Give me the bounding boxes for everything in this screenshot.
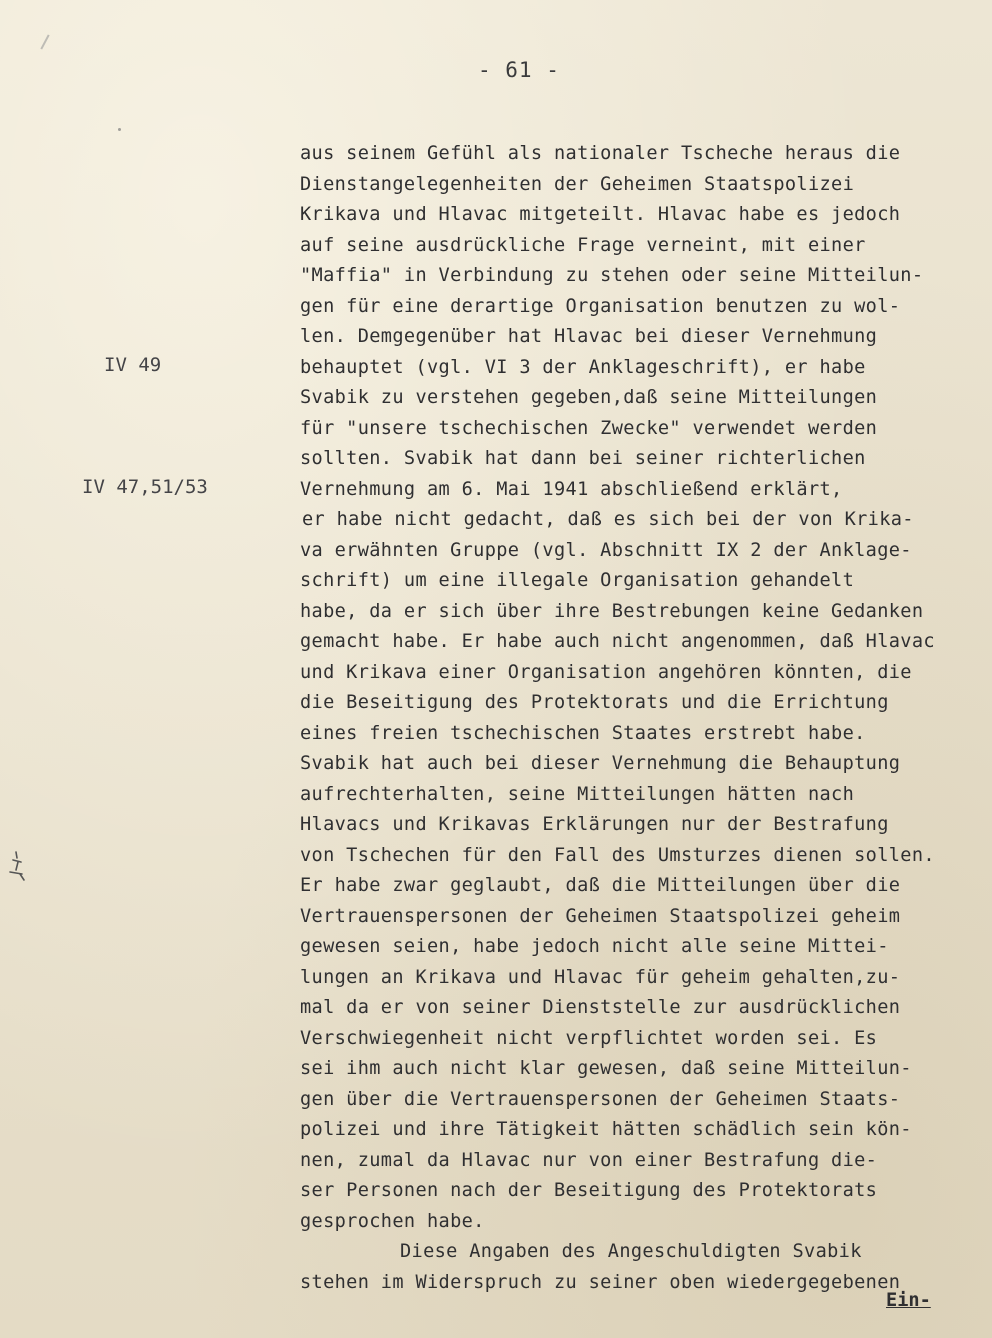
text-line: und Krikava einer Organisation angehören könnten, die	[300, 661, 912, 683]
text-line: gewesen seien, habe jedoch nicht alle seine Mittei-	[300, 936, 889, 957]
text-line: gemacht habe. Er habe auch nicht angenommen, daß Hlavac	[300, 631, 935, 652]
text-line: stehen im Widerspruch zu seiner oben wiedergegebenen	[300, 1271, 901, 1293]
text-line: gen über die Vertrauenspersonen der Geheimen Staats-	[300, 1088, 901, 1110]
text-line: Svabik zu verstehen gegeben,daß seine Mitteilungen	[300, 387, 878, 408]
text-line: nen, zumal da Hlavac nur von einer Bestrafung die-	[300, 1149, 878, 1171]
text-line: habe, da er sich über ihre Bestrebungen keine Gedanken	[300, 600, 924, 622]
page-number: - 61 -	[478, 58, 560, 82]
text-line: sollten. Svabik hat dann bei seiner richterlichen	[300, 448, 866, 469]
text-line: "Maffia" in Verbindung zu stehen oder seine Mitteilun-	[300, 265, 924, 286]
text-line: eines freien tschechischen Staates erstrebt habe.	[300, 722, 866, 744]
body-text	[300, 139, 970, 1298]
text-line: von Tschechen für den Fall des Umsturzes dienen sollen.	[300, 844, 935, 866]
ink-dot-mark	[118, 128, 121, 131]
text-line: len. Demgegenüber hat Hlavac bei dieser Vernehmung	[300, 326, 878, 347]
text-line: Svabik hat auch bei dieser Vernehmung die Behauptung	[300, 753, 901, 774]
margin-reference-iv-47-51-53: IV 47,51/53	[82, 476, 208, 498]
text-line: gesprochen habe.	[300, 1210, 485, 1232]
text-line: lungen an Krikava und Hlavac für geheim gehalten,zu-	[300, 966, 901, 988]
margin-scribble-icon	[4, 850, 30, 884]
text-line: schrift) um eine illegale Organisation gehandelt	[300, 570, 855, 591]
catchword: Ein-	[886, 1290, 931, 1311]
text-line: Dienstangelegenheiten der Geheimen Staatspolizei	[300, 173, 855, 195]
text-line: Vernehmung am 6. Mai 1941 abschließend erklärt,	[300, 478, 843, 500]
text-line: sei ihm auch nicht klar gewesen, daß seine Mitteilun-	[300, 1058, 912, 1079]
text-line: Diese Angaben des Angeschuldigten Svabik	[400, 1241, 862, 1262]
text-line: aus seinem Gefühl als nationaler Tscheche heraus die	[300, 143, 901, 164]
text-line: Krikava und Hlavac mitgeteilt. Hlavac habe es jedoch	[300, 204, 901, 225]
pencil-tick-mark	[40, 34, 49, 49]
text-line: Hlavacs und Krikavas Erklärungen nur der Bestrafung	[300, 814, 889, 835]
text-line: er habe nicht gedacht, daß es sich bei der von Krika-	[302, 509, 914, 530]
text-line: mal da er von seiner Dienststelle zur ausdrücklichen	[300, 997, 901, 1018]
text-line: aufrechterhalten, seine Mitteilungen hätten nach	[300, 783, 855, 805]
margin-reference-iv-49: IV 49	[104, 354, 162, 376]
text-line: auf seine ausdrückliche Frage verneint, mit einer	[300, 234, 866, 256]
text-line: für "unsere tschechischen Zwecke" verwendet werden	[300, 417, 878, 439]
text-line: Er habe zwar geglaubt, daß die Mitteilungen über die	[300, 875, 901, 896]
text-line: va erwähnten Gruppe (vgl. Abschnitt IX 2 der Anklage-	[300, 539, 912, 561]
text-line: polizei und ihre Tätigkeit hätten schädlich sein kön-	[300, 1119, 912, 1140]
text-line: ser Personen nach der Beseitigung des Protektorats	[300, 1180, 878, 1201]
text-line: Vertrauenspersonen der Geheimen Staatspolizei geheim	[300, 905, 901, 927]
text-line: die Beseitigung des Protektorats und die Errichtung	[300, 692, 889, 713]
text-line: Verschwiegenheit nicht verpflichtet worden sei. Es	[300, 1027, 878, 1049]
text-line: gen für eine derartige Organisation benutzen zu wol-	[300, 295, 901, 317]
text-line: behauptet (vgl. VI 3 der Anklageschrift), er habe	[300, 356, 866, 378]
